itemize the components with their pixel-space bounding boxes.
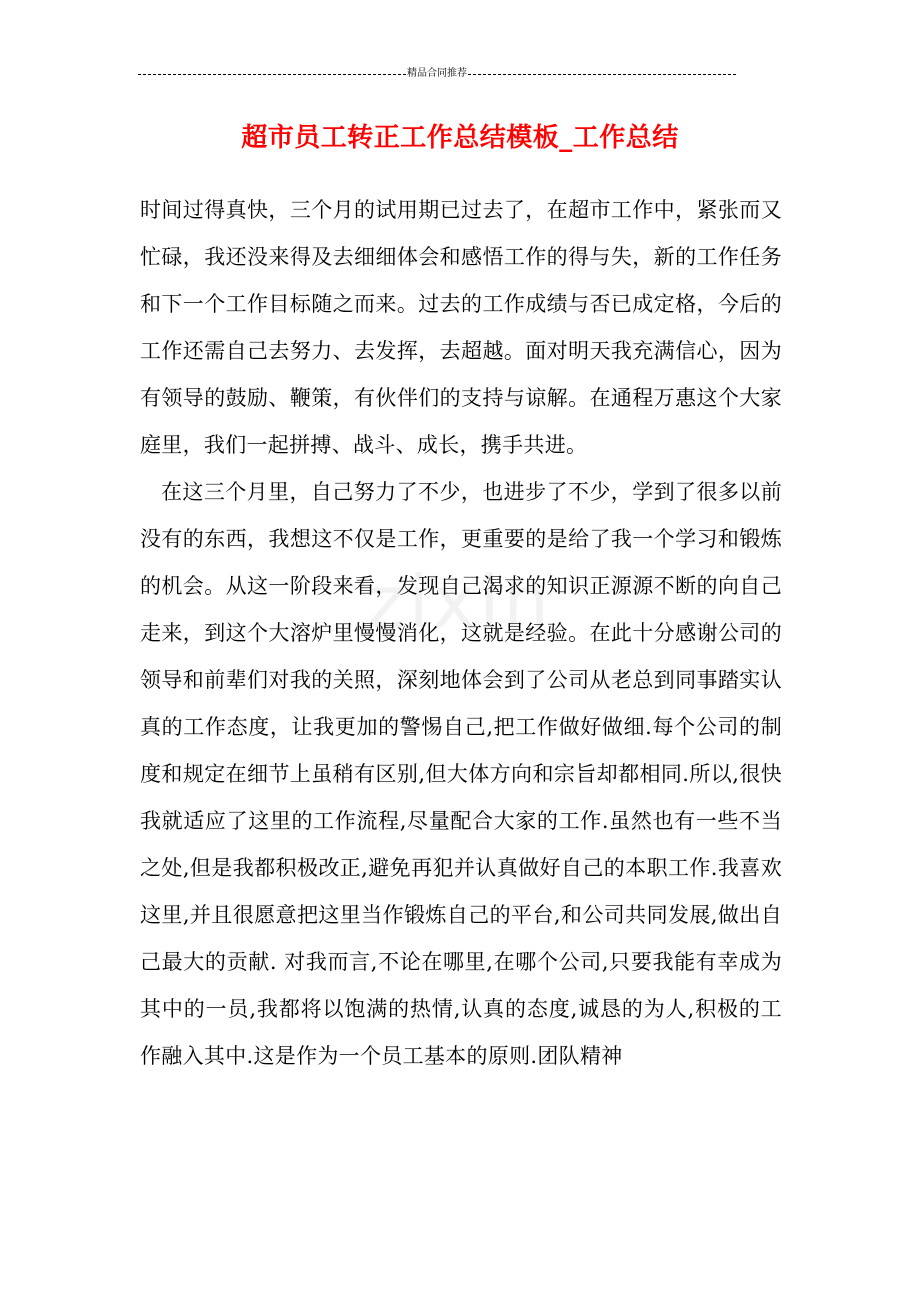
paragraph-2: 在这三个月里，自己努力了不少，也进步了不少，学到了很多以前没有的东西，我想这不仅是工作，更重要的是给了我一个学习和锻炼的机会。从这一阶段来看，发现自己渴求的知识正源源不断的向自己走来，到这个大溶炉里慢慢消化，这就是经验。在此十分感谢公司的领导和前辈们对我的关照，深刻地体会到了公司从老总到同事踏实认真的工作态度，让我更加的警惕自己,把工作做好做细.每个公司的制度和规定在细节上虽稍有区别,但大体方向和宗旨却都相同.所以,很快我就适应了这里的工作流程,尽量配合大家的工作.虽然也有一些不当之处,但是我都积极改正,避免再犯并认真做好自己的本职工作.我喜欢这里,并且很愿意把这里当作锻炼自己的平台,和公司共同发展,做出自己最大的贡献. 对我而言,不论在哪里,在哪个公司,只要我能有幸成为其中的一员,我都将以饱满的热情,认真的态度,诚恳的为人,积极的工作融入其中.这是作为一个员工基本的原则.团队精神 (140, 480, 782, 1068)
watermark: zixin (366, 560, 554, 644)
document-body (140, 187, 782, 1080)
document-title: 超市员工转正工作总结模板_工作总结 (241, 123, 679, 153)
header-dash-left (138, 74, 406, 75)
paragraph-1: 时间过得真快，三个月的试用期已过去了，在超市工作中，紧张而又忙碌，我还没来得及去细细体会和感悟工作的得与失，新的工作任务和下一个工作目标随之而来。过去的工作成绩与否已成定格，今后的工作还需自己去努力、去发挥，去超越。面对明天我充满信心，因为有领导的鼓励、鞭策，有伙伴们的支持与谅解。在通程万惠这个大家庭里，我们一起拼搏、战斗、成长，携手共进。 (140, 198, 782, 457)
header-rule (138, 66, 736, 82)
header-dash-right (468, 74, 736, 75)
header-label: 精品合同推荐 (407, 68, 467, 79)
